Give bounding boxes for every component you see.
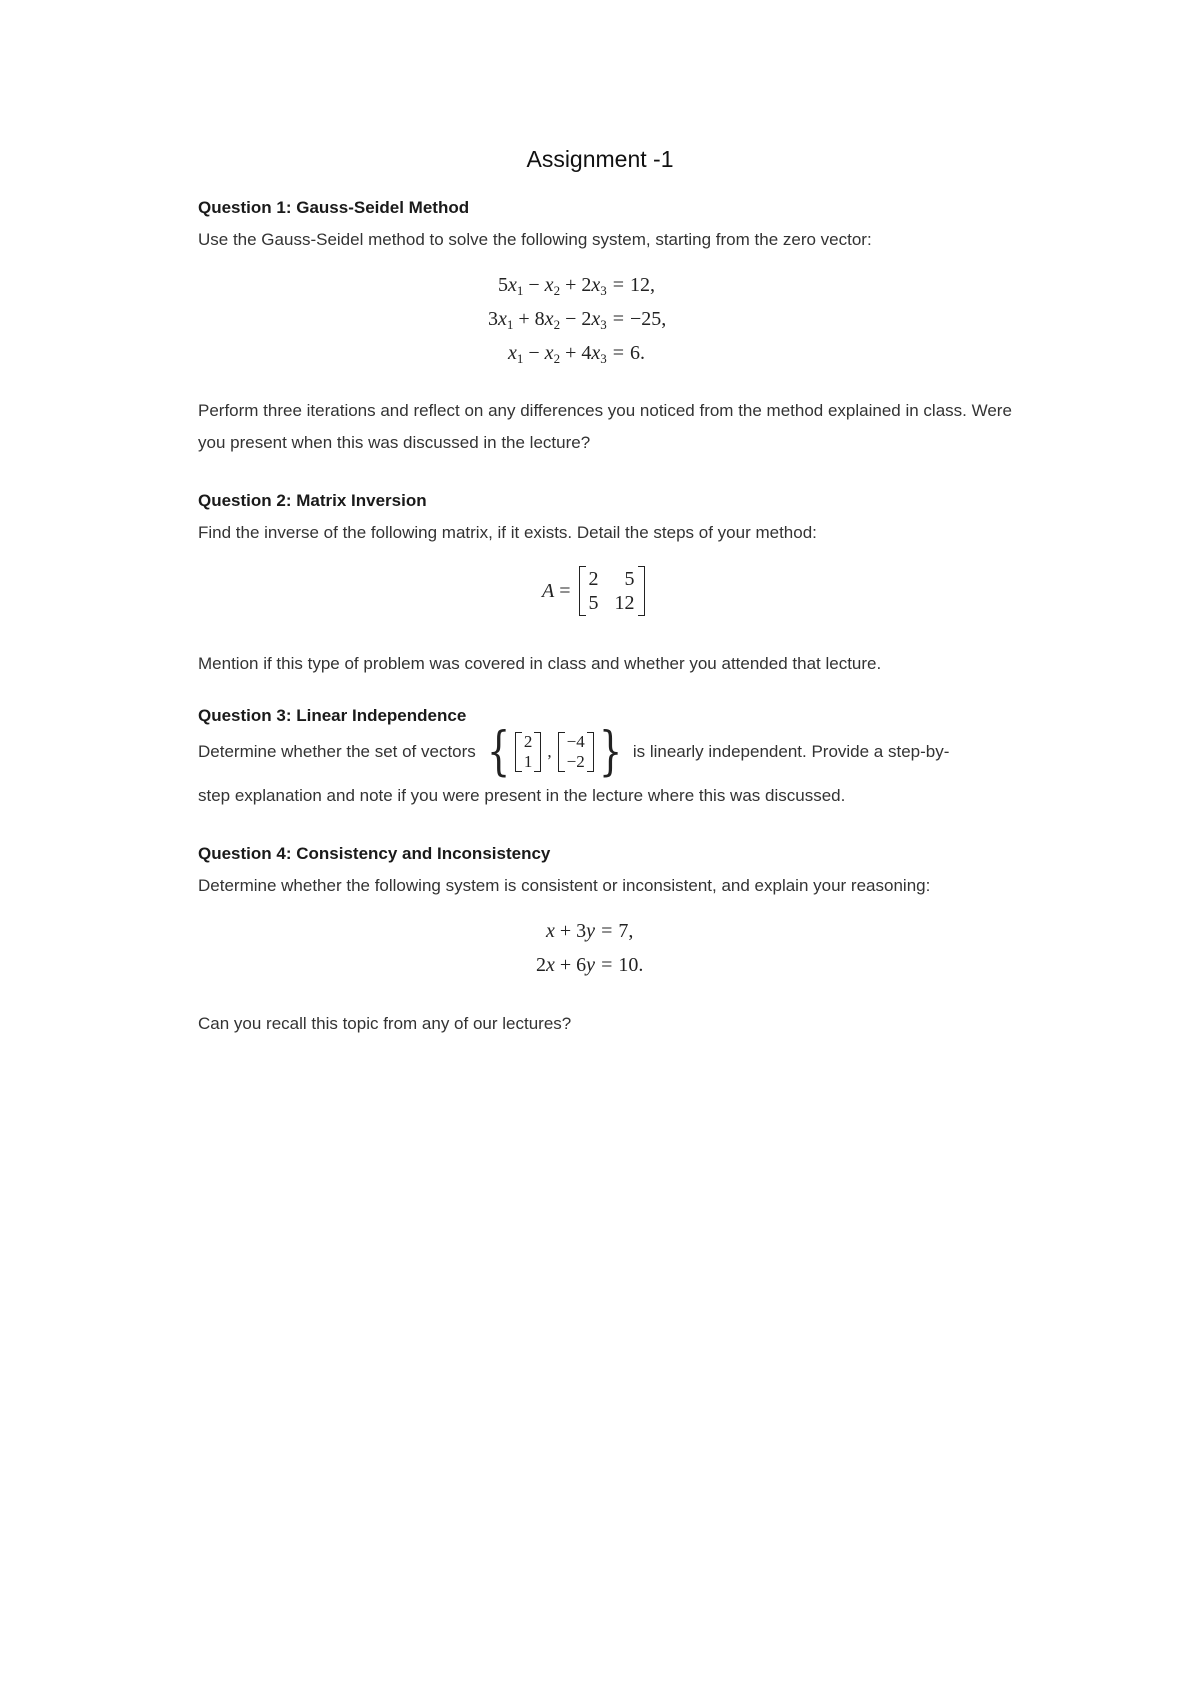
vector-entry: 1 bbox=[523, 752, 533, 771]
question-2-outro: Mention if this type of problem was covered in class and whether you attended that lecture. bbox=[198, 654, 882, 673]
vector-set bbox=[482, 722, 627, 782]
question-3-intro-line bbox=[198, 722, 1038, 782]
vector-entry: −2 bbox=[566, 752, 585, 771]
equation-row bbox=[536, 948, 643, 982]
question-4-intro: Determine whether the following system is consistent or inconsistent, and explain your reasoning: bbox=[198, 876, 931, 895]
page-title: Assignment -1 bbox=[526, 146, 674, 172]
matrix-cell: 12 bbox=[614, 592, 635, 614]
equation-rhs: 6. bbox=[630, 342, 646, 364]
equation-row bbox=[488, 302, 666, 336]
vector-2 bbox=[558, 732, 594, 772]
equation-row bbox=[488, 336, 666, 370]
vector-1 bbox=[515, 732, 542, 772]
matrix-cell: 5 bbox=[588, 592, 599, 614]
equation-relation: = bbox=[612, 342, 625, 364]
matrix-cell: 5 bbox=[624, 568, 635, 590]
equation-lhs: x + 3y bbox=[546, 920, 596, 942]
left-brace: { bbox=[486, 722, 510, 782]
question-2-matrix-expression bbox=[542, 566, 645, 616]
right-brace: } bbox=[598, 722, 622, 782]
equation-rhs: 7, bbox=[618, 920, 634, 942]
question-3-outro: step explanation and note if you were present in the lecture where this was discussed. bbox=[198, 786, 846, 805]
question-2-intro: Find the inverse of the following matrix, if it exists. Detail the steps of your method: bbox=[198, 523, 817, 542]
question-1-intro: Use the Gauss-Seidel method to solve the following system, starting from the zero vector: bbox=[198, 230, 872, 249]
left-bracket bbox=[579, 566, 586, 616]
question-1 bbox=[198, 192, 1018, 256]
question-1-heading: Question 1: Gauss-Seidel Method bbox=[198, 198, 470, 217]
matrix-label: A = bbox=[542, 579, 571, 602]
question-4-outro-block bbox=[198, 1008, 1018, 1040]
question-3-heading: Question 3: Linear Independence bbox=[198, 706, 467, 725]
equation-lhs: 2x + 6y bbox=[536, 954, 596, 976]
equation-lhs: $x_1 - x_2 + 4x_3$ bbox=[508, 342, 607, 366]
equation-row bbox=[488, 268, 666, 302]
question-2-heading: Question 2: Matrix Inversion bbox=[198, 491, 427, 510]
question-3-outro-block bbox=[198, 780, 1018, 812]
equation-rhs: 12, bbox=[630, 274, 656, 296]
equation-lhs: $3x_1 + 8x_2 - 2x_3$ bbox=[488, 308, 607, 332]
matrix-a bbox=[579, 566, 645, 616]
equation-relation: = bbox=[601, 954, 613, 976]
question-4 bbox=[198, 838, 1018, 902]
question-2 bbox=[198, 485, 1018, 549]
question-1-outro-block bbox=[198, 395, 1018, 459]
matrix-grid bbox=[586, 566, 638, 616]
matrix-cell: 2 bbox=[588, 568, 599, 590]
question-1-outro: Perform three iterations and reflect on any differences you noticed from the method explained in class. Were you present when this was discussed in the lecture? bbox=[198, 401, 1012, 452]
equation-relation: = bbox=[601, 920, 613, 942]
question-4-outro: Can you recall this topic from any of our lectures? bbox=[198, 1014, 572, 1033]
question-1-equations bbox=[0, 268, 1200, 370]
equation-row bbox=[536, 914, 643, 948]
equation-relation: = bbox=[612, 274, 625, 296]
question-4-equations bbox=[0, 914, 1200, 982]
vector-separator: , bbox=[547, 742, 552, 761]
equation-rhs: −25, bbox=[630, 308, 667, 330]
question-3-intro-after: is linearly independent. Provide a step-by- bbox=[632, 742, 950, 761]
equation-rhs: 10. bbox=[618, 954, 644, 976]
equation-relation: = bbox=[612, 308, 625, 330]
equation-lhs: $5x_1 - x_2 + 2x_3$ bbox=[498, 274, 607, 298]
vector-entry: −4 bbox=[566, 732, 585, 751]
question-2-outro-block bbox=[198, 648, 1018, 680]
question-3-intro-before: Determine whether the set of vectors bbox=[198, 742, 476, 761]
vector-entry: 2 bbox=[523, 732, 533, 751]
question-4-heading: Question 4: Consistency and Inconsistency bbox=[198, 844, 551, 863]
right-bracket bbox=[638, 566, 645, 616]
